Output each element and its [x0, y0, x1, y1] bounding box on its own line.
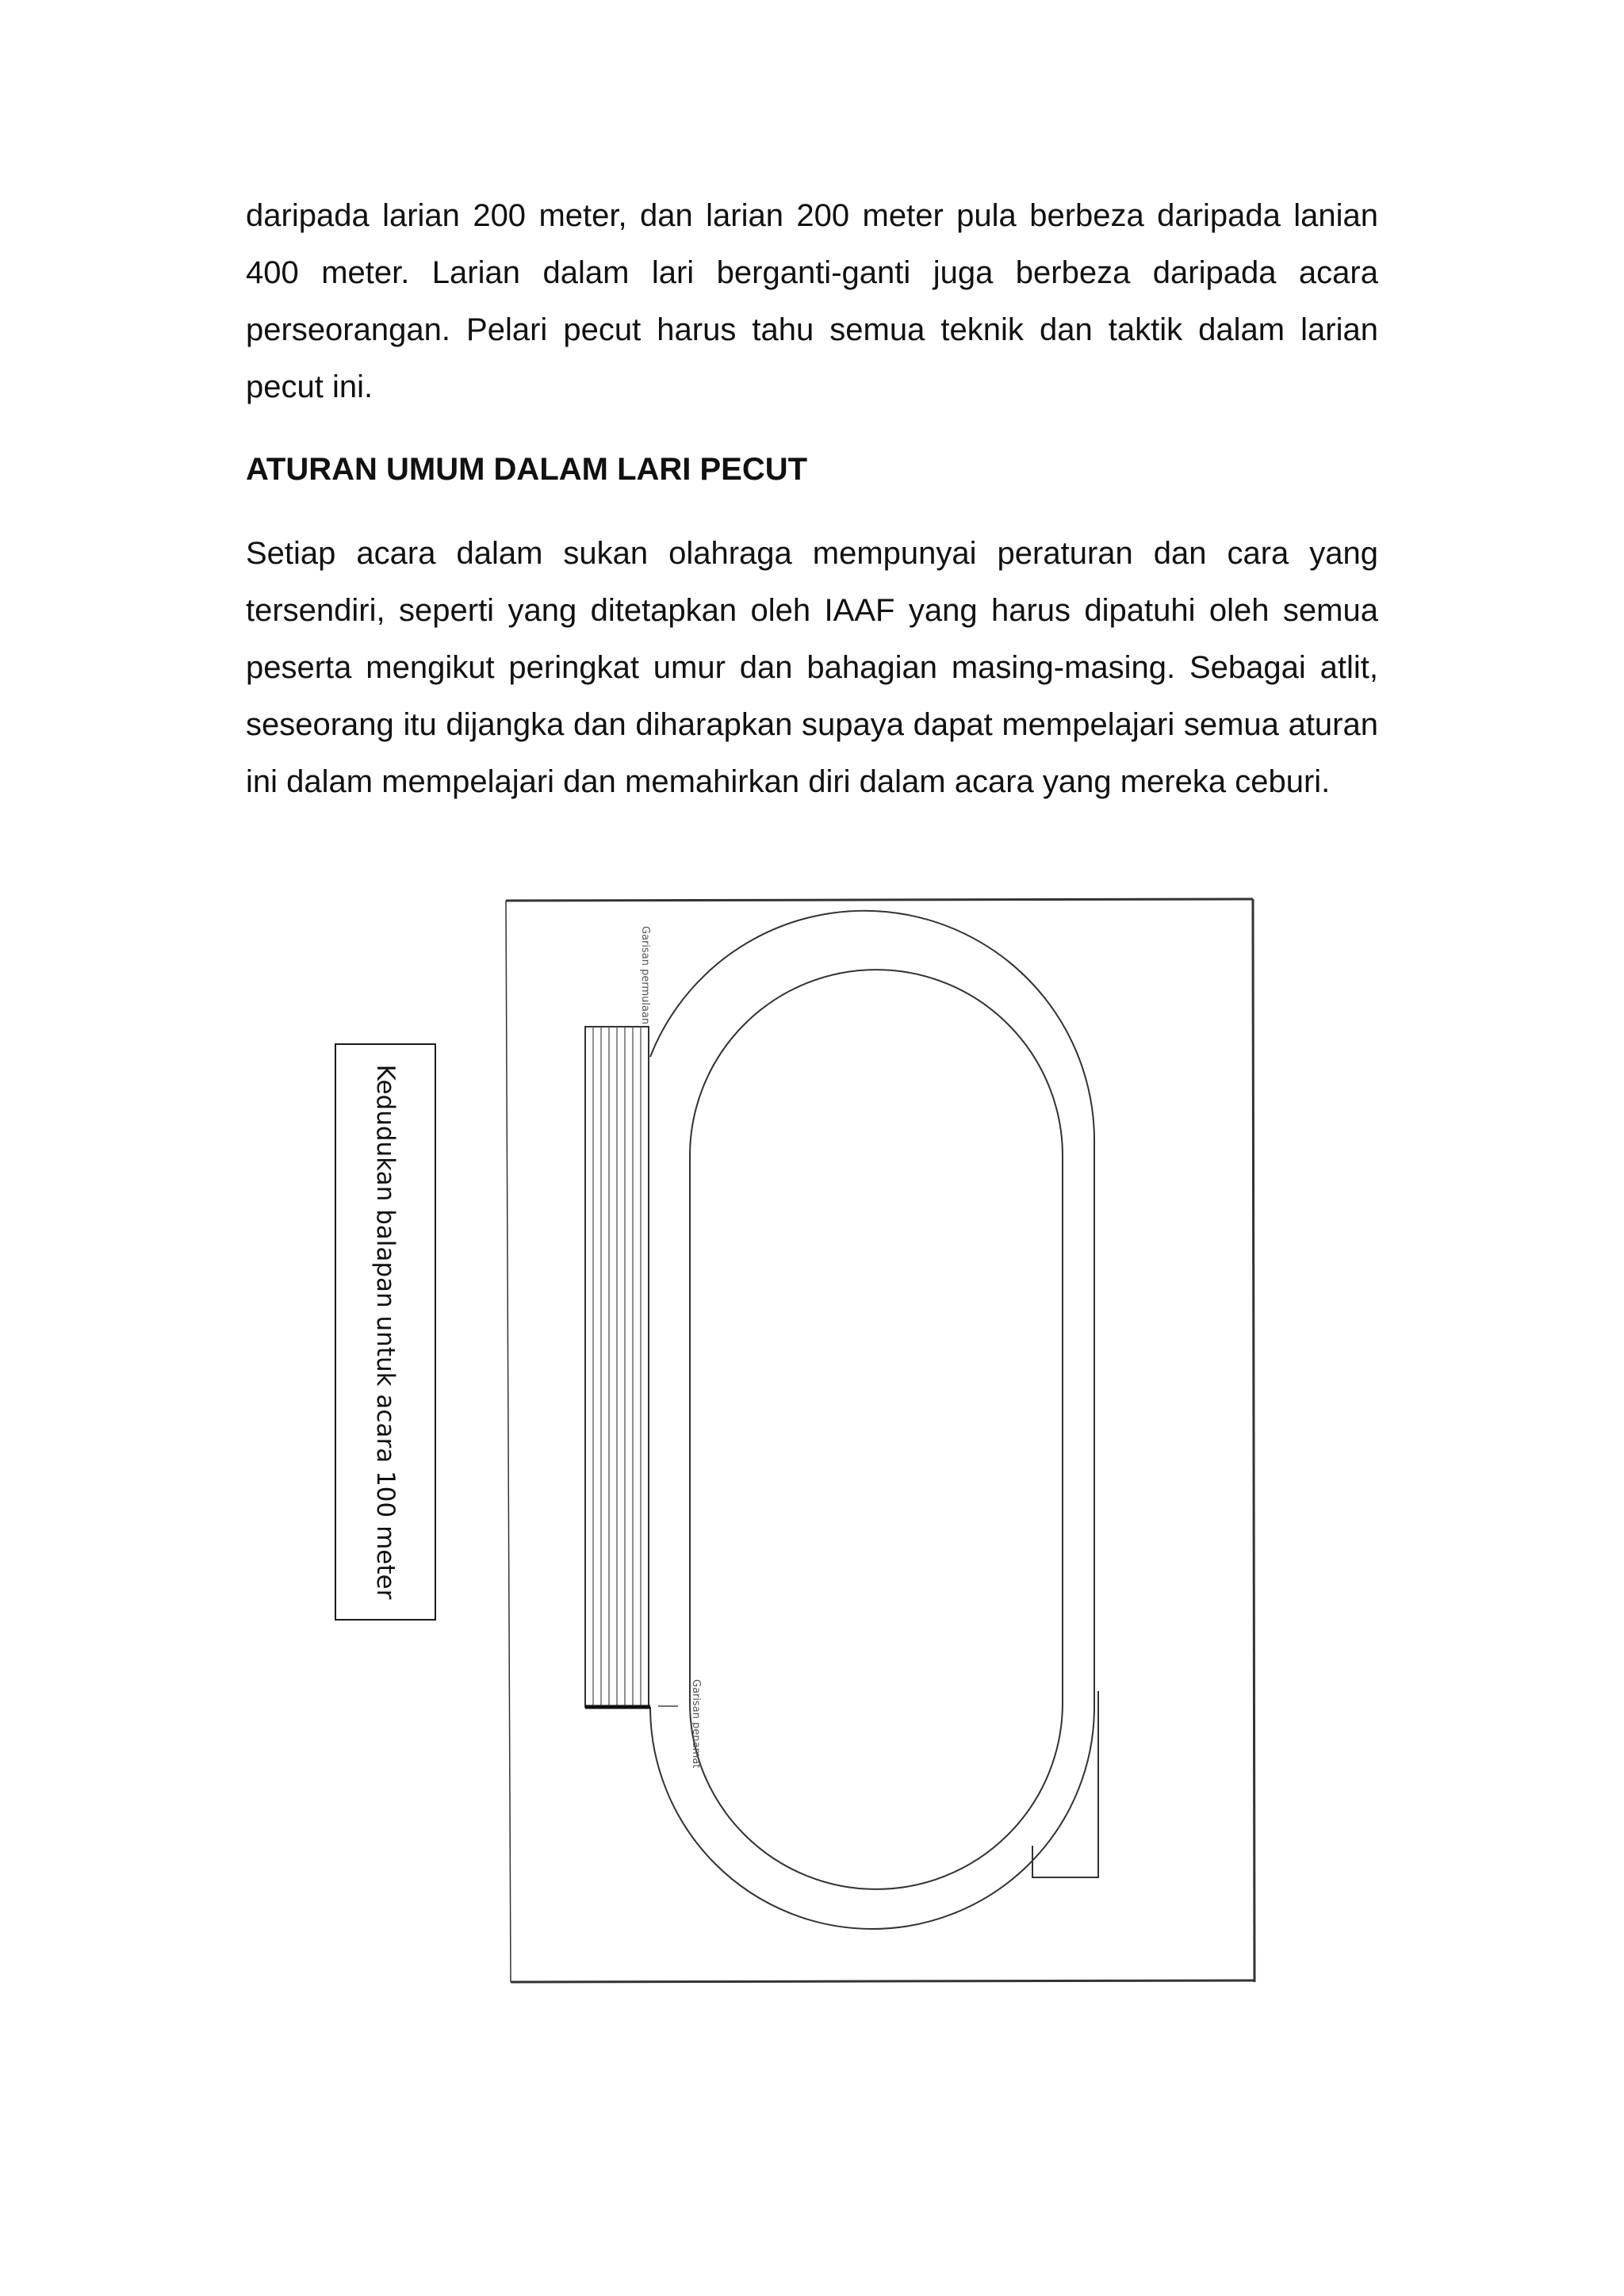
section-heading: ATURAN UMUM DALAM LARI PECUT	[246, 452, 808, 487]
track-diagram	[500, 894, 1261, 1988]
intro-paragraph: daripada larian 200 meter, dan larian 200 meter pula berbeza daripada lanian 400 meter. Larian dalam lari berganti-ganti juga berbeza daripada acara perseorangan. Pelari pecut harus tahu semua teknik dan taktik dalam larian pecut ini.	[246, 198, 1378, 404]
photo-frame	[506, 899, 1254, 1982]
rules-paragraph: Setiap acara dalam sukan olahraga mempunyai peraturan dan cara yang tersendiri, seperti yang ditetapkan oleh IAAF yang harus dipatuhi oleh semua peserta mengikut peringkat umur dan bahagian masing-masing. Sebagai atlit, seseorang itu dijangka dan diharapkan supaya dapat mempelajari semua aturan ini dalam mempelajari dan memahirkan diri dalam acara yang mereka ceburi.	[246, 536, 1378, 799]
lane-lines	[593, 1027, 641, 1707]
figure-side-label: Kedudukan balapan untuk acara 100 meter	[371, 1064, 400, 1600]
finish-line-note: Garisan penamat	[690, 1679, 702, 1769]
track-outer-line	[650, 911, 1094, 1929]
figure-side-label-box	[335, 1043, 436, 1621]
track-inner-line	[690, 970, 1063, 1889]
start-line-note: Garisan permulaan	[639, 926, 651, 1025]
